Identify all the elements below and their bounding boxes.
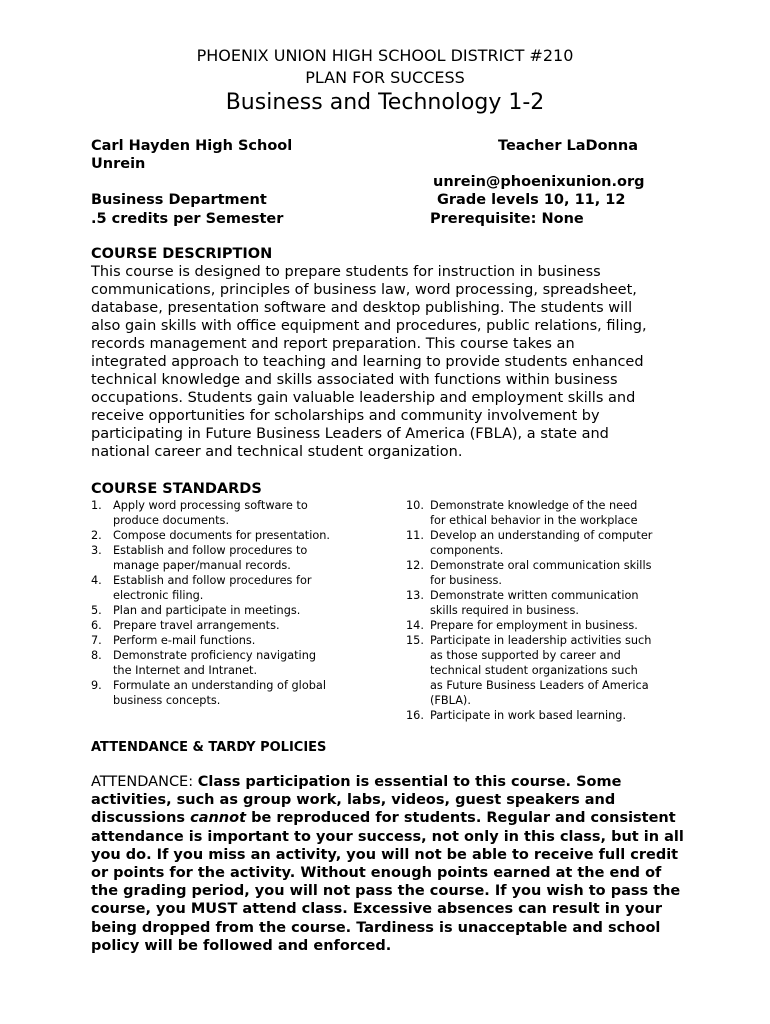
standard-item: [91, 618, 391, 633]
attendance-body-b: be reproduced for students. Regular and consistent attendance is important to your success, not only in this class, but in all you do. If you miss an activity, you will not be able to receive full credit or points for the activity. Without enough points earned at the end of the grading period, you will not pass the course. If you wish to pass the course, you MUST attend class. Excessive absences can result in your being dropped from the course. Tardiness is unacceptable and school policy will be followed and enforced.: [91, 810, 684, 954]
plan-heading: PLAN FOR SUCCESS: [305, 68, 465, 87]
description-line: integrated approach to teaching and learning to provide students enhanced: [91, 354, 644, 370]
standard-text: Perform e-mail functions.: [113, 634, 256, 647]
course-description-text: [91, 263, 691, 461]
standard-number: 11.: [406, 529, 424, 542]
standard-text: components.: [430, 544, 504, 557]
standard-text: Prepare travel arrangements.: [113, 619, 280, 632]
standard-text: Demonstrate oral communication skills: [430, 559, 652, 572]
standard-number: 7.: [91, 634, 102, 647]
standard-text: Demonstrate proficiency navigating: [113, 649, 317, 662]
standard-text: Compose documents for presentation.: [113, 529, 331, 542]
school-name: Carl Hayden High School: [91, 138, 293, 154]
standard-text: (FBLA).: [430, 694, 471, 707]
standard-text: Establish and follow procedures to: [113, 544, 308, 557]
description-line: national career and technical student organization.: [91, 444, 463, 460]
standard-text: Demonstrate written communication: [430, 589, 639, 602]
teacher-email: unrein@phoenixunion.org: [433, 174, 645, 190]
standard-number: 6.: [91, 619, 102, 632]
description-line: participating in Future Business Leaders of America (FBLA), a state and: [91, 426, 609, 442]
standard-text: for ethical behavior in the workplace: [430, 514, 638, 527]
standard-item: [406, 708, 706, 723]
standard-item: [91, 573, 391, 603]
standard-number: 12.: [406, 559, 424, 572]
attendance-policy-text: [91, 773, 691, 955]
standard-text: manage paper/manual records.: [113, 559, 291, 572]
standard-text: business concepts.: [113, 694, 221, 707]
standard-item: [91, 633, 391, 648]
teacher-last-name: Unrein: [91, 156, 146, 172]
standard-text: Formulate an understanding of global: [113, 679, 326, 692]
course-description-heading: COURSE DESCRIPTION: [91, 246, 273, 262]
standard-number: 9.: [91, 679, 102, 692]
standard-text: as those supported by career and: [430, 649, 621, 662]
standard-text: produce documents.: [113, 514, 230, 527]
attendance-lead: ATTENDANCE:: [91, 774, 198, 790]
standard-number: 14.: [406, 619, 424, 632]
standard-text: Establish and follow procedures for: [113, 574, 312, 587]
standard-text: Demonstrate knowledge of the need: [430, 499, 638, 512]
standard-item: [91, 498, 391, 528]
course-title: Business and Technology 1-2: [225, 90, 545, 115]
standard-item: [406, 498, 706, 528]
standard-text: technical student organizations such: [430, 664, 638, 677]
district-heading: PHOENIX UNION HIGH SCHOOL DISTRICT #210: [196, 46, 574, 65]
standard-item: [406, 588, 706, 618]
standard-number: 3.: [91, 544, 102, 557]
course-standards-heading: COURSE STANDARDS: [91, 481, 262, 497]
standard-item: [91, 603, 391, 618]
standard-text: Apply word processing software to: [113, 499, 308, 512]
attendance-body-a: Class participation is essential to this course. Some activities, such as group work, labs, videos, guest speakers and discussions: [91, 774, 622, 827]
standard-item: [91, 528, 391, 543]
department: Business Department: [91, 192, 267, 208]
standard-item: [406, 633, 706, 708]
standard-number: 1.: [91, 499, 102, 512]
description-line: technical knowledge and skills associated with functions within business: [91, 372, 618, 388]
standard-text: Participate in work based learning.: [430, 709, 627, 722]
standard-number: 2.: [91, 529, 102, 542]
description-line: database, presentation software and desktop publishing. The students will: [91, 300, 633, 316]
attendance-heading: ATTENDANCE & TARDY POLICIES: [91, 740, 327, 755]
standard-number: 15.: [406, 634, 424, 647]
standard-text: electronic filing.: [113, 589, 204, 602]
standard-text: for business.: [430, 574, 502, 587]
standard-text: Participate in leadership activities such: [430, 634, 652, 647]
standard-item: [91, 678, 391, 708]
description-line: occupations. Students gain valuable leadership and employment skills and: [91, 390, 636, 406]
standard-item: [91, 648, 391, 678]
standard-text: skills required in business.: [430, 604, 579, 617]
prerequisite: Prerequisite: None: [430, 211, 584, 227]
standard-item: [406, 618, 706, 633]
standard-number: 5.: [91, 604, 102, 617]
standard-number: 16.: [406, 709, 424, 722]
standard-text: Plan and participate in meetings.: [113, 604, 301, 617]
grade-levels: Grade levels 10, 11, 12: [437, 192, 626, 208]
standard-number: 8.: [91, 649, 102, 662]
description-line: receive opportunities for scholarships and community involvement by: [91, 408, 600, 424]
standard-number: 4.: [91, 574, 102, 587]
standard-text: Prepare for employment in business.: [430, 619, 638, 632]
standards-list-left: [91, 498, 391, 708]
description-line: records management and report preparation. This course takes an: [91, 336, 575, 352]
standard-number: 10.: [406, 499, 424, 512]
standards-list-right: [406, 498, 706, 723]
description-line: communications, principles of business law, word processing, spreadsheet,: [91, 282, 637, 298]
teacher-name: Teacher LaDonna: [498, 138, 638, 154]
credits: .5 credits per Semester: [91, 211, 284, 227]
attendance-emphasis: cannot: [190, 810, 247, 827]
description-line: also gain skills with office equipment and procedures, public relations, filing,: [91, 318, 647, 334]
standard-item: [406, 528, 706, 558]
standard-text: the Internet and Intranet.: [113, 664, 258, 677]
standard-number: 13.: [406, 589, 424, 602]
standard-text: as Future Business Leaders of America: [430, 679, 649, 692]
standard-item: [91, 543, 391, 573]
standard-text: Develop an understanding of computer: [430, 529, 653, 542]
description-line: This course is designed to prepare students for instruction in business: [91, 264, 601, 280]
standard-item: [406, 558, 706, 588]
